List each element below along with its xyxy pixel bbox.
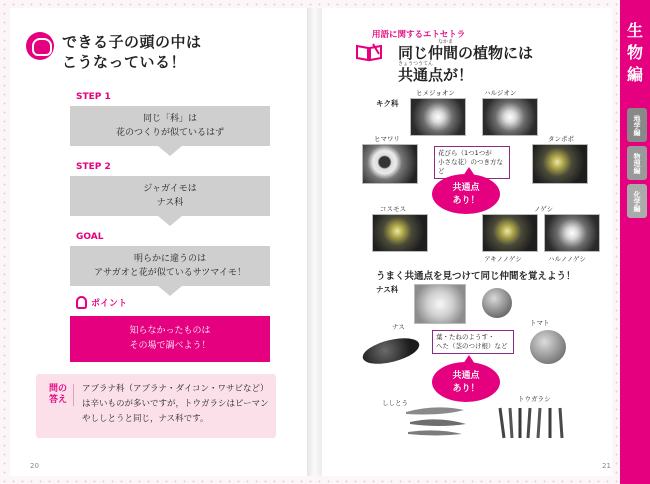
callout-kiku-line1: 花びら（1つ1つが [438,149,492,157]
caption-nogeshi: ノゲシ [534,205,554,213]
goal-line2: アサガオと花が似ているサツマイモ！ [93,268,247,278]
open-book-icon [355,42,383,62]
answer-line1: アブラナ科（アブラナ・ダイコン・ワサビなど） [82,384,269,394]
page-number-right: 21 [602,462,611,470]
photo-harunonogeshi [544,214,600,252]
caption-himejoon: ヒメジョオン [416,89,455,97]
photo-harujion [482,98,538,136]
photo-tomato-whole [530,330,566,364]
point-heading [76,296,127,309]
caption-tomato: トマト [530,319,550,327]
ruby-nakama: なかま [438,39,454,45]
bubble-nasu-line2: あり！ [452,384,480,394]
tab-butsuri[interactable]: 物理編 [627,146,647,180]
point-line1: 知らなかったものは [129,326,211,336]
step2-box [70,176,270,216]
left-title [26,32,202,72]
caption-akinonogeshi: アキノノゲシ [484,255,522,263]
family-nasu: ナス科 [376,285,399,294]
step1-label: STEP 1 [76,92,111,102]
photo-tougarashi [494,404,574,440]
answer-text [82,382,272,427]
term-label: 用語に関するエトセトラ [372,30,466,40]
side-title [622,20,648,86]
answer-box [36,374,276,438]
right-title-line1: 同じ仲間の植物には [398,44,534,62]
caption-harunonogeshi: ハルノノゲシ [548,255,586,263]
answer-line3: やししとうと同じ，ナス科です。 [82,414,209,424]
point-line2: その場で調べよう！ [129,341,211,351]
caption-harujion: ハルジオン [484,89,517,97]
side-title-char1: 生 [626,21,643,40]
left-title-line2: こうなっている！ [62,53,187,71]
bubble-nasu-line1: 共通点 [452,371,480,381]
step2-line2: ナス科 [156,198,184,208]
callout-nasu-line2: へた（茎のつけ根）など [436,342,508,350]
caption-nasu: ナス [392,323,405,331]
brain-icon [26,32,54,60]
photo-himejoon [410,98,466,136]
callout-kiku-line2: 小さな花）のつき方など [438,158,503,175]
photo-akinonogeshi [482,214,538,252]
answer-tag-line2: 答え [48,395,67,405]
page-number-left: 20 [30,462,39,470]
point-box [70,316,270,362]
step1-line2: 花のつくりが似ているはず [115,128,224,138]
callout-nasu-line1: 葉・たねのようす・ [436,333,495,341]
caption-cosmos: コスモス [380,205,406,213]
goal-line1: 明らかに違うのは [133,254,206,264]
right-title-line2: 共通点が！ [398,66,474,84]
caption-tanpopo: タンポポ [548,135,574,143]
answer-line2: は辛いものが多いですが，トウガラシはピーマン [82,399,269,409]
tab-kagaku[interactable]: 化学編 [627,184,647,218]
callout-nasu [432,330,514,354]
bubble-common-nasu [432,362,500,402]
photo-shishito [402,402,472,438]
point-label: ポイント [91,299,128,309]
family-kiku: キク科 [376,99,399,108]
lightbulb-icon [76,296,87,309]
goal-box [70,246,270,286]
photo-himawari [362,144,418,184]
step2-line1: ジャガイモは [143,184,197,194]
side-title-char2: 物 [626,43,643,62]
left-title-line1: できる子の頭の中は [62,33,202,51]
step1-line1: 同じ「科」は [142,114,197,124]
answer-tag [46,384,74,406]
bubble-kiku-line1: 共通点 [452,183,480,193]
caption-tougarashi: トウガラシ [518,395,551,403]
photo-tanpopo [532,144,588,184]
photo-tomato [482,288,512,318]
tab-chigaku[interactable]: 地学編 [627,108,647,142]
side-title-char3: 編 [626,65,643,84]
subheading: うまく共通点を見つけて同じ仲間を覚えよう！ [376,271,576,282]
ruby-kyoutsuten: きょうつうてん [398,61,434,67]
bubble-common-kiku [432,174,500,214]
answer-tag-line1: 問の [48,384,67,394]
step2-label: STEP 2 [76,162,111,172]
goal-label: GOAL [76,232,104,242]
book-gutter [308,8,322,476]
caption-shishito: ししとう [382,399,408,407]
photo-tomato-cross-section [414,284,466,324]
step1-box [70,106,270,146]
caption-himawari: ヒマワリ [374,135,400,143]
bubble-kiku-line2: あり！ [452,196,480,206]
photo-cosmos [372,214,428,252]
